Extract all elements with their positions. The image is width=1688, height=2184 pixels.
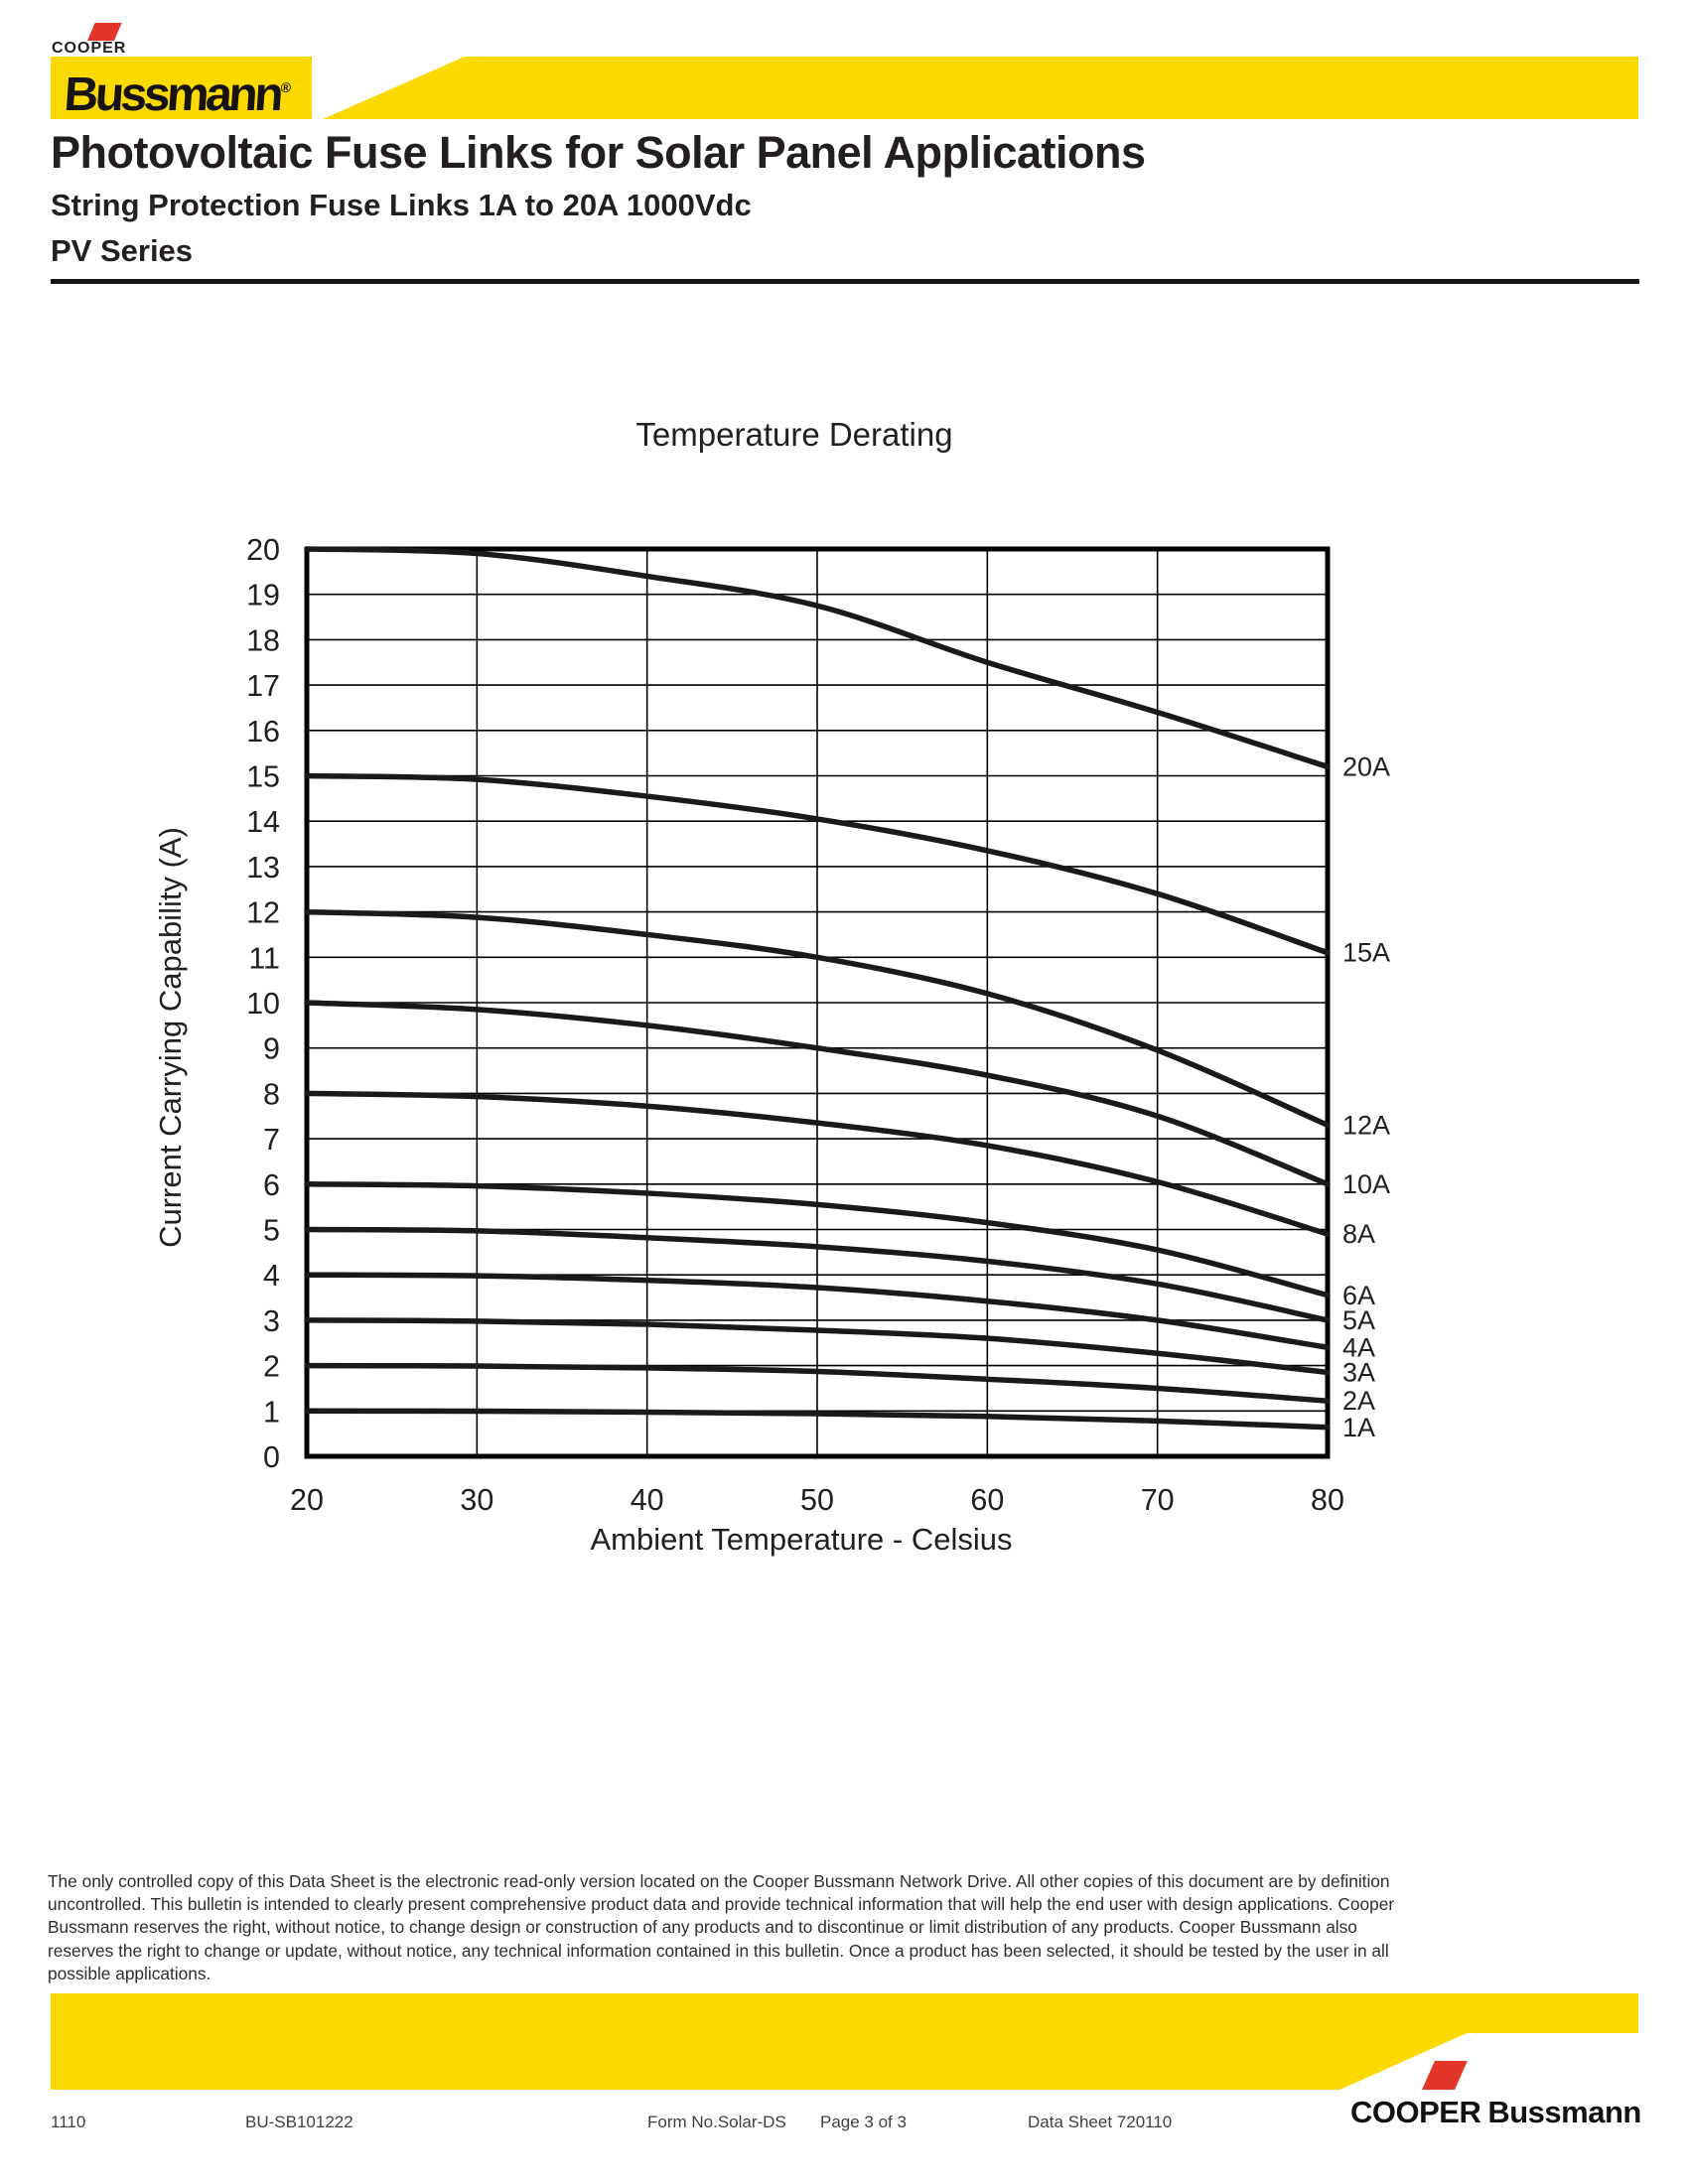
x-tick-50: 50 (800, 1483, 834, 1517)
curve-label-5a: 5A (1342, 1304, 1376, 1335)
curve-label-15a: 15A (1342, 937, 1391, 968)
y-tick-4: 4 (263, 1259, 280, 1294)
x-axis-title: Ambient Temperature - Celsius (590, 1522, 1013, 1557)
x-tick-20: 20 (290, 1483, 324, 1517)
x-tick-80: 80 (1311, 1483, 1344, 1517)
x-tick-70: 70 (1140, 1483, 1175, 1517)
legal-line: Bussmann reserves the right, without notice, to change design or construction of any products and to discontinue or limit distribution of any products. Cooper Bussmann also (48, 1917, 1357, 1938)
curve-label-3a: 3A (1342, 1357, 1376, 1388)
y-tick-7: 7 (263, 1123, 280, 1158)
y-tick-9: 9 (263, 1031, 280, 1066)
x-tick-60: 60 (970, 1483, 1005, 1517)
cooper-logo-text: COOPER (1350, 2095, 1481, 2129)
y-tick-17: 17 (246, 669, 280, 704)
y-tick-2: 2 (263, 1349, 280, 1384)
curve-label-20a: 20A (1342, 751, 1391, 782)
legal-line: reserves the right to change or update, without notice, any technical information contained in this bulletin. Once a product has been selected, it should be tested by the user in all (48, 1940, 1389, 1961)
legal-disclaimer (48, 1870, 1394, 1985)
curve-label-4a: 4A (1342, 1332, 1376, 1363)
cooper-bussmann-logo (1350, 2095, 1641, 2130)
page-title: Photovoltaic Fuse Links for Solar Panel Applications (51, 127, 1146, 178)
x-tick-30: 30 (460, 1483, 494, 1517)
page-subtitle: String Protection Fuse Links 1A to 20A 1000Vdc (51, 188, 752, 222)
chart-title: Temperature Derating (635, 416, 953, 453)
y-tick-20: 20 (246, 533, 280, 567)
y-tick-13: 13 (246, 850, 280, 885)
legal-line: possible applications. (48, 1963, 211, 1983)
y-tick-12: 12 (246, 895, 280, 930)
curve-label-10a: 10A (1342, 1168, 1391, 1199)
series-label: PV Series (51, 233, 194, 268)
y-tick-3: 3 (263, 1303, 280, 1338)
y-tick-19: 19 (246, 578, 280, 613)
y-tick-1: 1 (263, 1395, 280, 1430)
curve-label-6a: 6A (1342, 1280, 1376, 1310)
y-tick-8: 8 (263, 1077, 280, 1112)
curve-label-8a: 8A (1342, 1219, 1376, 1250)
footer-doc-code: BU-SB101222 (245, 2113, 353, 2131)
registered-mark: ® (280, 79, 292, 95)
y-tick-11: 11 (248, 941, 280, 976)
bussmann-logo-text: Bussmann (1487, 2095, 1641, 2129)
curve-label-1a: 1A (1342, 1412, 1376, 1442)
y-tick-0: 0 (263, 1440, 280, 1474)
y-axis-title: Current Carrying Capability (A) (153, 827, 188, 1248)
legal-line: The only controlled copy of this Data Sheet is the electronic read-only version located on the Cooper Bussmann Network Drive. All other copies of this document are by definition (48, 1871, 1390, 1891)
x-tick-40: 40 (630, 1483, 664, 1517)
y-tick-15: 15 (246, 759, 280, 794)
y-tick-5: 5 (263, 1213, 280, 1248)
footer-page-number: Page 3 of 3 (820, 2113, 907, 2131)
footer-date-code: 1110 (51, 2113, 86, 2131)
y-tick-14: 14 (246, 805, 280, 840)
bussmann-wordmark-text: Bussmann (62, 68, 282, 121)
footer-datasheet-number: Data Sheet 720110 (1028, 2113, 1173, 2131)
legal-line: uncontrolled. This bulletin is intended to clearly present comprehensive product data and provide technical information that will help the end user with design applications. Cooper (48, 1894, 1395, 1915)
y-tick-16: 16 (246, 714, 280, 749)
cooper-logo-text: COOPER (52, 40, 127, 57)
y-tick-10: 10 (246, 987, 280, 1021)
curve-label-2a: 2A (1342, 1386, 1376, 1417)
footer-form-number: Form No.Solar-DS (647, 2113, 786, 2131)
curve-label-12a: 12A (1342, 1110, 1391, 1141)
y-tick-6: 6 (263, 1167, 280, 1202)
y-tick-18: 18 (246, 623, 280, 658)
